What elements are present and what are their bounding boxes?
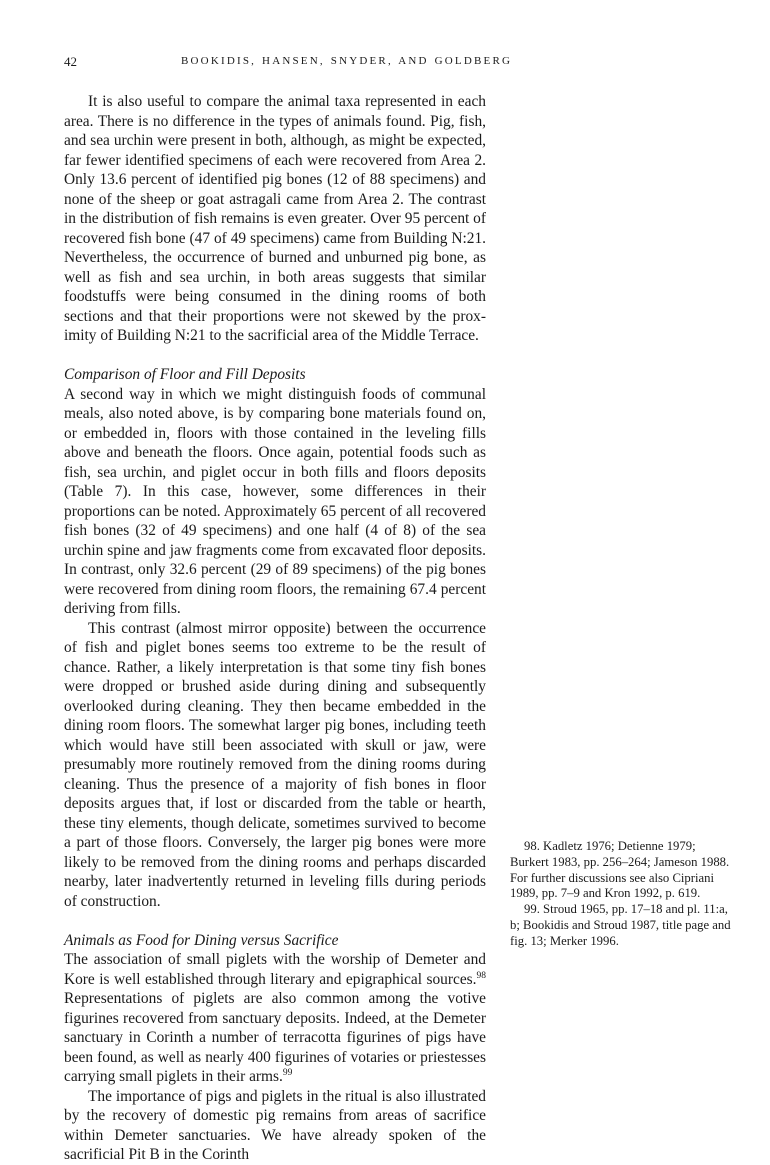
- section-heading: Animals as Food for Dining versus Sacrifice: [64, 931, 339, 949]
- footnote-ref-98[interactable]: 98: [476, 970, 486, 981]
- paragraph: [64, 950, 486, 1087]
- paragraph-text: The association of small piglets with the worship of Demeter and Kore is well established through literary and epigraphical sources.: [64, 951, 486, 988]
- paragraph-text: Representations of piglets are also common among the votive figurines recovered from sanctuary deposits. Indeed, at the Demeter sanctuary in Corinth a number of terracotta figurines of pigs have been found, as well as nearly 400 figurines of votaries or priestesses carrying small piglets in their arms.: [64, 990, 486, 1085]
- footnote-text: Stroud 1965, pp. 17–18 and pl. 11:a, b; Bookidis and Stroud 1987, title page and fig. 13; Merker 1996.: [510, 902, 731, 948]
- running-head: BOOKIDIS, HANSEN, SNYDER, AND GOLDBERG: [181, 55, 513, 67]
- footnote-99: [510, 902, 732, 949]
- section-heading: Comparison of Floor and Fill Deposits: [64, 366, 306, 383]
- footnote-number: 98.: [524, 839, 540, 853]
- main-text-column: [64, 92, 486, 1165]
- paragraph: It is also useful to compare the animal taxa represented in each area. There is no difference in the types of animals found. Pig, fish, and sea urchin were present in both, although, as might be expected, far fewer identified specimens of each were recovered from Area 2. Only 13.6 percent of identified pig bones (12 of 88 specimens) and none of the sheep or goat astragali came from Area 2. The contrast in the distribution of fish remains is even greater. Over 95 percent of recovered fish bone (47 of 49 specimens) came from Building N:21. Nevertheless, the occurrence of burned and unburned pig bone, as well as fish and sea urchin, in both areas suggests that similar foodstuffs were being consumed in the dining rooms of both sections and that their proportions were not skewed by the proximity of Building N:21 to the sacrificial area of the Middle Terrace.: [64, 93, 486, 344]
- footnote-number: 99.: [524, 902, 540, 917]
- footnote-ref-99[interactable]: 99: [282, 1068, 293, 1078]
- footnotes-column: [510, 839, 732, 950]
- page-number: 42: [64, 54, 77, 69]
- footnote-text: Kadletz 1976; Detienne 1979; Burkert 1983, pp. 256–264; Jameson 1988. For further discussions see also Cipriani 1989, pp. 7–9 and Kron 1992, p. 619.: [510, 839, 730, 901]
- footnote-98: [510, 839, 732, 902]
- paragraph: The importance of pigs and piglets in the ritual is also illustrated by the recovery of domestic pig remains from areas of sacrifice within Demeter sanctuaries. We have already spoken of the sacrificial Pit B in the Corinth: [64, 1087, 486, 1163]
- paragraph: This contrast (almost mirror opposite) between the occurrence of fish and piglet bones seems too extreme to be the result of chance. Rather, a likely interpretation is that some tiny fish bones were dropped or brushed aside during dining and subsequently overlooked during cleaning. They then became embedded in the dining room floors. The somewhat larger pig bones, including teeth which would have still been associated with skull or jaw, were presumably more routinely removed from the dining rooms during cleaning. Thus the presence of a majority of fish bones in floor deposits argues that, if lost or discarded from the table or hearth, these tiny elements, though delicate, sometimes survived to become a part of those floors. Conversely, the larger pig bones were more likely to be removed from the dining rooms and perhaps discarded nearby, later inadvertently returned in leveling fills during periods of construction.: [64, 619, 486, 910]
- paragraph: A second way in which we might distinguish foods of communal meals, also noted above, is by comparing bone materials found on, or embedded in, floors with those contained in the leveling fills above and beneath the floors. Once again, potential foods such as fish, sea urchin, and piglet occur in both fills and floors deposits (Table 7). In this case, however, some differences in their proportions can be noted. Approximately 65 percent of all recovered fish bones (32 of 49 specimens) and one half (4 of 8) of the sea urchin spine and jaw fragments come from excavated floor deposits. In contrast, only 32.6 percent (29 of 89 specimens) of the pig bones were recovered from dining room floors, the remaining 67.4 percent deriving from fills.: [64, 385, 486, 617]
